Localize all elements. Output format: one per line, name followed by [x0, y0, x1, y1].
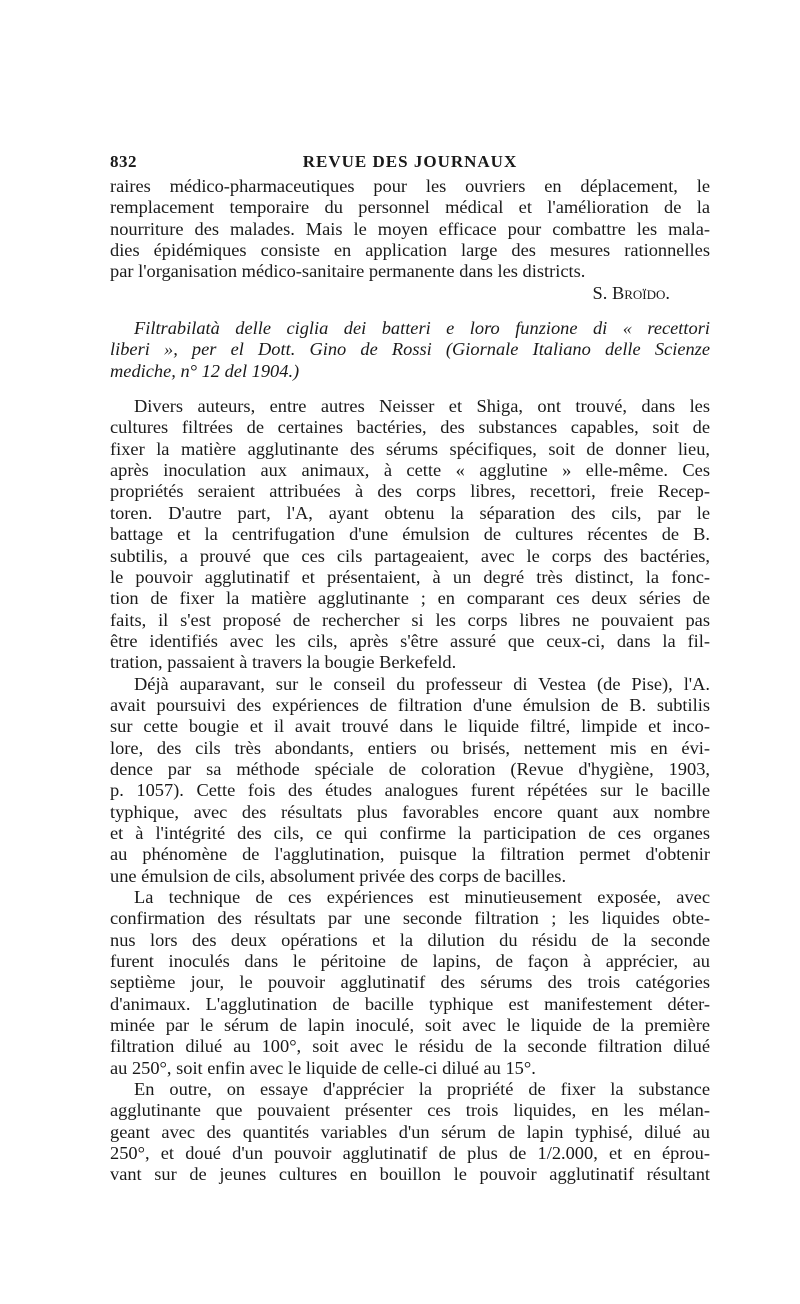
text-line: remplacement temporaire du personnel médical et l'amélioration de la — [110, 197, 710, 218]
text-line: toren. D'autre part, l'A, ayant obtenu la séparation des cils, par le — [110, 502, 710, 523]
page-number: 832 — [110, 152, 137, 171]
text-line: geant avec des quantités variables d'un sérum de lapin typhisé, dilué au — [110, 1121, 710, 1142]
article-title — [110, 318, 710, 382]
running-header — [110, 148, 710, 176]
text-line: furent inoculés dans le péritoine de lapins, de façon à apprécier, au — [110, 951, 710, 972]
text-line: minée par le sérum de lapin inoculé, soit avec le liquide de la première — [110, 1015, 710, 1036]
text-line: tration, passaient à travers la bougie Berkefeld. — [110, 652, 457, 673]
paragraph-4 — [110, 1079, 710, 1186]
text-line: d'animaux. L'agglutination de bacille typhique est manifestement déter- — [110, 993, 710, 1014]
text-line: être identifiés avec les cils, après s'être assuré que ceux-ci, dans la fil- — [110, 630, 710, 651]
paragraph-2 — [110, 674, 710, 887]
text-line: En outre, on essaye d'apprécier la propriété de fixer la substance — [134, 1079, 710, 1100]
text-line: fixer la matière agglutinante des sérums spécifiques, soit de donner lieu, — [110, 438, 710, 459]
text-line: cultures filtrées de certaines bactéries, des substances capables, soit de — [110, 417, 710, 438]
text-line: Divers auteurs, entre autres Neisser et Shiga, ont trouvé, dans les — [134, 396, 710, 417]
text-line: agglutinante que pouvaient présenter ces trois liquides, en les mélan- — [110, 1100, 710, 1121]
text-line: tion de fixer la matière agglutinante ; en comparant ces deux séries de — [110, 588, 710, 609]
text-line: au phénomène de l'agglutination, puisque la filtration permet d'obtenir — [110, 844, 710, 865]
text-line: battage et la centrifugation d'une émulsion de cultures récentes de B. — [110, 524, 710, 545]
text-line: confirmation des résultats par une seconde filtration ; les liquides obte- — [110, 908, 710, 929]
text-line: le pouvoir agglutinatif et présentaient, à un degré très distinct, la fonc- — [110, 566, 710, 587]
text-line: sur cette bougie et il avait trouvé dans le liquide filtré, limpide et inco- — [110, 716, 710, 737]
text-line: filtration dilué au 100°, soit avec le résidu de la seconde filtration dilué — [110, 1036, 710, 1057]
text-line: faits, il s'est proposé de rechercher si les corps libres ne pouvaient pas — [110, 609, 710, 630]
text-line: Déjà auparavant, sur le conseil du professeur di Vestea (de Pise), l'A. — [134, 673, 710, 694]
article-title-line: Filtrabilatà delle ciglia dei batteri e loro funzione di « recettori — [134, 318, 710, 339]
text-line: dies épidémiques consiste en application large des mesures rationnelles — [110, 240, 710, 261]
text-line: propriétés seraient attribuées à des corps libres, recettori, freie Recep- — [110, 481, 710, 502]
text-line: par l'organisation médico-sanitaire permanente dans les districts. — [110, 261, 586, 282]
paragraph-1 — [110, 396, 710, 673]
text-line: au 250°, soit enfin avec le liquide de celle-ci dilué au 15°. — [110, 1057, 536, 1078]
article-title-line: mediche, n° 12 del 1904.) — [110, 360, 300, 381]
text-line: une émulsion de cils, absolument privée des corps de bacilles. — [110, 865, 567, 886]
journal-page — [110, 148, 710, 1186]
text-line: subtilis, a prouvé que ces cils partageaient, avec le corps des bactéries, — [110, 545, 710, 566]
text-line: septième jour, le pouvoir agglutinatif des sérums des trois catégories — [110, 972, 710, 993]
text-line: typhique, avec des résultats plus favorables encore quant aux nombre — [110, 801, 710, 822]
text-line: raires médico-pharmaceutiques pour les ouvriers en déplacement, le — [110, 176, 710, 196]
text-line: p. 1057). Cette fois des études analogues furent répétées sur le bacille — [110, 780, 710, 801]
text-line: nus lors des deux opérations et la dilution du résidu de la seconde — [110, 929, 710, 950]
text-line: nourriture des malades. Mais le moyen efficace pour combattre les mala- — [110, 218, 710, 239]
text-line: vant sur de jeunes cultures en bouillon le pouvoir agglutinatif résultant — [110, 1164, 710, 1185]
text-line: et à l'intégrité des cils, ce qui confirme la participation de ces organes — [110, 822, 710, 843]
text-line: dence par sa méthode spéciale de coloration (Revue d'hygiène, 1903, — [110, 758, 710, 779]
intro-paragraph — [110, 176, 710, 283]
text-line: 250°, et doué d'un pouvoir agglutinatif de plus de 1/2.000, et en éprou- — [110, 1143, 710, 1164]
text-line: La technique de ces expériences est minutieusement exposée, avec — [134, 887, 710, 907]
text-line: après inoculation aux animaux, à cette « agglutine » elle-même. Ces — [110, 460, 710, 481]
page-body — [110, 176, 710, 1186]
article-title-line: liberi », per el Dott. Gino de Rossi (Giornale Italiano delle Scienze — [110, 339, 710, 360]
paragraph-3 — [110, 887, 710, 1079]
author-signature: S. Broïdo. — [592, 282, 670, 303]
text-line: avait poursuivi des expériences de filtration d'une émulsion de B. subtilis — [110, 694, 710, 715]
running-title: REVUE DES JOURNAUX — [302, 152, 518, 171]
text-line: lore, des cils très abondants, entiers ou brisés, nettement mis en évi- — [110, 737, 710, 758]
